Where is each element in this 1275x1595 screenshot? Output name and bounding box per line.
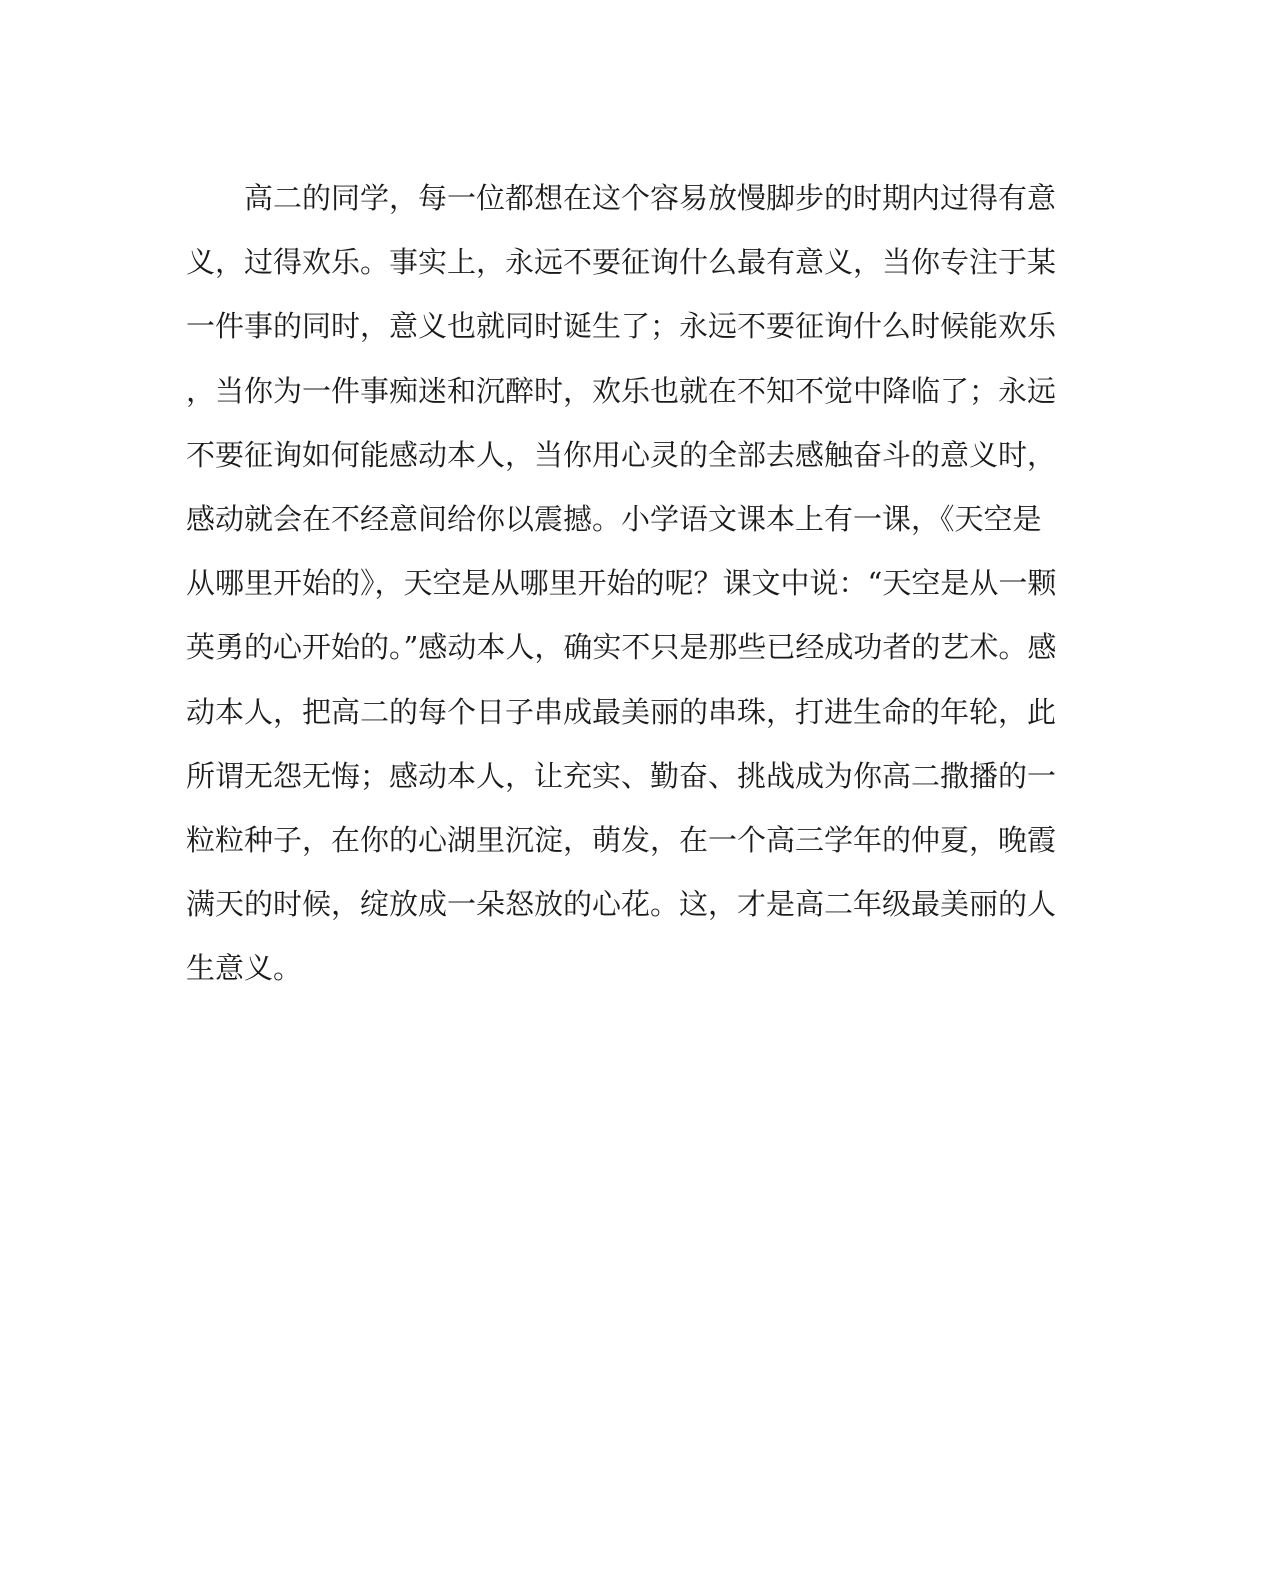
paragraph-line: 不要征询如何能感动本人，当你用心灵的全部去感触奋斗的意义时， [186,437,1057,472]
essay-paragraph [186,166,1066,1000]
paragraph-line: 动本人，把高二的每个日子串成最美丽的串珠，打进生命的年轮，此 [186,694,1057,729]
paragraph-line: ，当你为一件事痴迷和沉醉时，欢乐也就在不知不觉中降临了；永远 [186,373,1057,408]
paragraph-line: 生意义。 [186,951,303,986]
paragraph-line: 一件事的同时，意义也就同时诞生了；永远不要征询什么时候能欢乐 [186,309,1057,344]
paragraph-line: 高二的同学，每一位都想在这个容易放慢脚步的时期内过得有意 [244,181,1057,215]
paragraph-line: 粒粒种子，在你的心湖里沉淀，萌发，在一个高三学年的仲夏，晚霞 [186,822,1057,857]
paragraph-line: 英勇的心开始的。”感动本人，确实不只是那些已经成功者的艺术。感 [186,630,1057,665]
paragraph-line: 感动就会在不经意间给你以震撼。小学语文课本上有一课，《天空是 [186,501,1042,536]
paragraph-line: 义，过得欢乐。事实上，永远不要征询什么最有意义，当你专注于某 [186,245,1057,280]
paragraph-line: 从哪里开始的》，天空是从哪里开始的呢？课文中说：“天空是从一颗 [186,566,1057,601]
paragraph-line: 所谓无怨无悔；感动本人，让充实、勤奋、挑战成为你高二撒播的一 [186,758,1057,793]
paragraph-line: 满天的时候，绽放成一朵怒放的心花。这，才是高二年级最美丽的人 [186,887,1057,922]
